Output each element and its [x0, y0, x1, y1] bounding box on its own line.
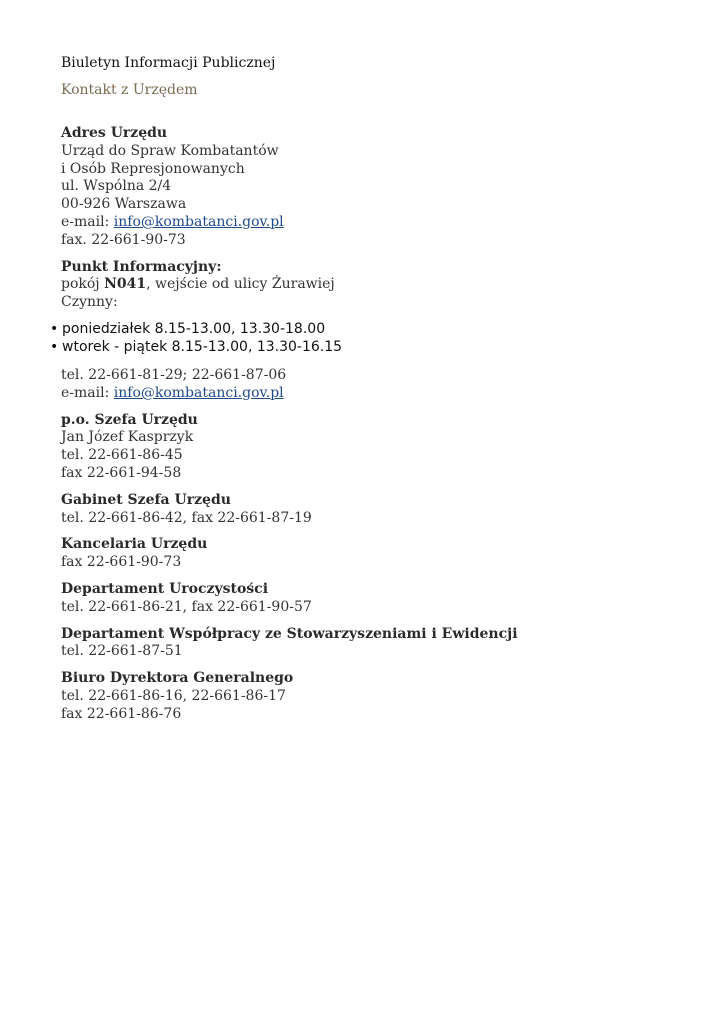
info-point-heading: Punkt Informacyjny: [61, 258, 222, 275]
fax-line: fax. 22-661-90-73 [61, 231, 186, 248]
info-point-section [61, 259, 701, 312]
email-row [61, 385, 701, 403]
cabinet-section [61, 492, 701, 528]
site-title: Biuletyn Informacji Publicznej [61, 55, 276, 71]
email-label: e-mail: [61, 384, 114, 401]
cabinet-heading: Gabinet Szefa Urzędu [61, 491, 231, 508]
room-suffix: , wejście od ulicy Żurawiej [146, 276, 335, 293]
chancellery-section [61, 536, 701, 572]
email-label: e-mail: [61, 213, 114, 230]
chancellery-heading: Kancelaria Urzędu [61, 536, 208, 553]
director-phone: tel. 22-661-86-16, 22-661-86-17 [61, 687, 286, 704]
bullet-icon: • [50, 338, 59, 355]
hours-tuesday-friday: wtorek - piątek 8.15-13.00, 13.30-16.15 [62, 338, 343, 355]
head-of-office-heading: p.o. Szefa Urzędu [61, 411, 198, 428]
cooperation-section [61, 626, 701, 662]
list-item [50, 320, 701, 338]
head-of-office-fax: fax 22-661-94-58 [61, 464, 182, 481]
director-fax: fax 22-661-86-76 [61, 705, 182, 722]
office-name-line2: i Osób Represjonowanych [61, 160, 245, 177]
info-phone: tel. 22-661-81-29; 22-661-87-06 [61, 366, 287, 383]
cooperation-phone: tel. 22-661-87-51 [61, 643, 183, 660]
email-link[interactable]: info@kombatanci.gov.pl [113, 384, 284, 401]
director-section [61, 670, 701, 723]
street-address: ul. Wspólna 2/4 [61, 178, 172, 195]
director-heading: Biuro Dyrektora Generalnego [61, 670, 294, 687]
address-heading: Adres Urzędu [61, 125, 168, 141]
postal-city: 00-926 Warszawa [61, 196, 187, 213]
page-content [50, 54, 701, 733]
list-item [50, 338, 701, 356]
room-line [61, 276, 701, 294]
ceremonies-heading: Departament Uroczystości [61, 580, 269, 597]
hours-monday: poniedziałek 8.15-13.00, 13.30-18.00 [62, 320, 326, 337]
info-point-contact [61, 367, 701, 403]
open-label: Czynny: [61, 294, 118, 311]
address-section [61, 125, 701, 250]
ceremonies-section [61, 581, 701, 617]
ceremonies-contact: tel. 22-661-86-21, fax 22-661-90-57 [61, 598, 312, 615]
cabinet-contact: tel. 22-661-86-42, fax 22-661-87-19 [61, 509, 312, 526]
bullet-icon: • [50, 320, 59, 337]
room-prefix: pokój [61, 276, 105, 293]
head-of-office-section [61, 412, 701, 483]
chancellery-fax: fax 22-661-90-73 [61, 554, 182, 571]
head-of-office-name: Jan Józef Kasprzyk [61, 429, 194, 446]
cooperation-heading: Departament Współpracy ze Stowarzyszeniami i Ewidencji [61, 625, 518, 642]
opening-hours-list [50, 320, 701, 356]
breadcrumb[interactable]: Kontakt z Urzędem [61, 82, 198, 98]
head-of-office-phone: tel. 22-661-86-45 [61, 447, 183, 464]
room-number: N041 [104, 276, 147, 293]
email-link[interactable]: info@kombatanci.gov.pl [113, 213, 284, 230]
office-name-line1: Urząd do Spraw Kombatantów [61, 142, 279, 159]
email-row [61, 214, 701, 232]
